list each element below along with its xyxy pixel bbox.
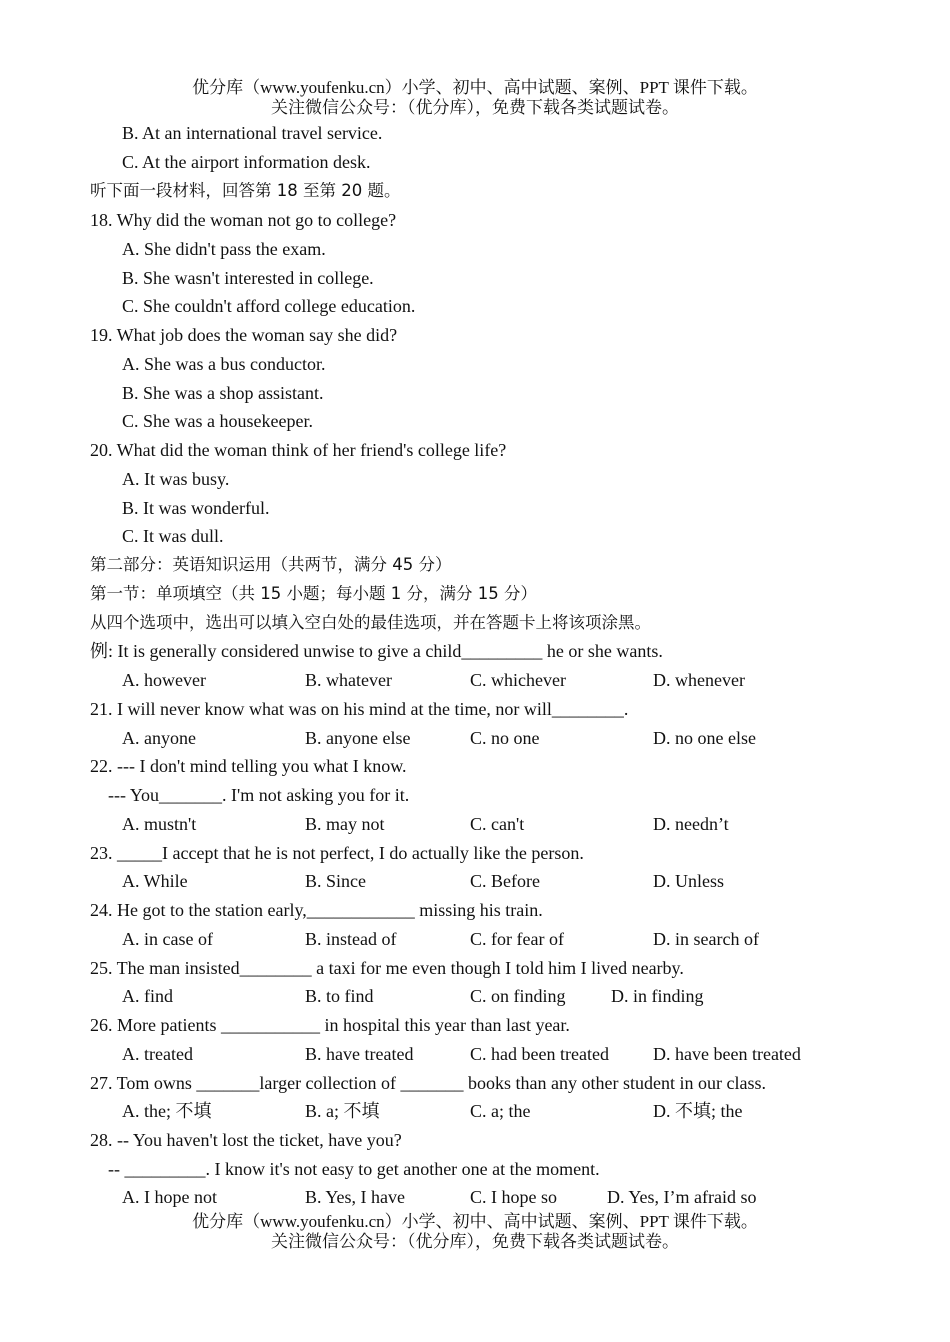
header-line-2: 关注微信公众号：（优分库），免费下载各类试题试卷。: [271, 98, 679, 117]
q24-option-a: A. in case of: [122, 929, 213, 949]
q22-option-a: A. mustn't: [122, 814, 197, 834]
q26-option-a: A. treated: [122, 1044, 193, 1064]
q27-option-d: D. 不填; the: [653, 1101, 743, 1121]
q22-option-b: B. may not: [305, 814, 385, 834]
question-27: 27. Tom owns _______larger collection of _______ books than any other student in our class.: [90, 1073, 766, 1093]
question-24: 24. He got to the station early,____________ missing his train.: [90, 900, 543, 920]
example-option-c: C. whichever: [470, 670, 566, 690]
q17-option-c: C. At the airport information desk.: [122, 152, 371, 172]
q18-option-a: A. She didn't pass the exam.: [122, 239, 326, 259]
question-28: 28. -- You haven't lost the ticket, have you?: [90, 1130, 402, 1150]
q20-option-b: B. It was wonderful.: [122, 498, 270, 518]
q23-option-a: A. While: [122, 871, 188, 891]
footer-line-1: 优分库（www.youfenku.cn）小学、初中、高中试题、案例、PPT 课件下载。: [192, 1212, 758, 1231]
q18-option-b: B. She wasn't interested in college.: [122, 268, 374, 288]
q19-option-b: B. She was a shop assistant.: [122, 383, 324, 403]
example-option-d: D. whenever: [653, 670, 745, 690]
q24-option-c: C. for fear of: [470, 929, 564, 949]
q19-option-c: C. She was a housekeeper.: [122, 411, 313, 431]
q28-option-a: A. I hope not: [122, 1187, 217, 1207]
q28-option-b: B. Yes, I have: [305, 1187, 406, 1207]
q26-option-d: D. have been treated: [653, 1044, 801, 1064]
q18-option-c: C. She couldn't afford college education.: [122, 296, 416, 316]
q27-option-a: A. the; 不填: [122, 1101, 212, 1121]
q26-option-c: C. had been treated: [470, 1044, 609, 1064]
example-option-a: A. however: [122, 670, 206, 690]
q21-option-d: D. no one else: [653, 728, 756, 748]
question-23: 23. _____I accept that he is not perfect, I do actually like the person.: [90, 843, 584, 863]
header-line-1: 优分库（www.youfenku.cn）小学、初中、高中试题、案例、PPT 课件下载。: [192, 78, 758, 97]
q24-option-d: D. in search of: [653, 929, 759, 949]
section1-instruction: 从四个选项中，选出可以填入空白处的最佳选项，并在答题卡上将该项涂黑。: [90, 613, 651, 632]
q20-option-c: C. It was dull.: [122, 526, 224, 546]
q21-option-a: A. anyone: [122, 728, 196, 748]
question-19: 19. What job does the woman say she did?: [90, 325, 398, 345]
question-25: 25. The man insisted________ a taxi for me even though I told him I lived nearby.: [90, 958, 684, 978]
q23-option-c: C. Before: [470, 871, 540, 891]
q28-option-d: D. Yes, I’m afraid so: [607, 1187, 757, 1207]
question-18: 18. Why did the woman not go to college?: [90, 210, 397, 230]
q24-option-b: B. instead of: [305, 929, 397, 949]
q25-option-d: D. in finding: [611, 986, 704, 1006]
q17-option-b: B. At an international travel service.: [122, 123, 383, 143]
q22-option-d: D. needn’t: [653, 814, 729, 834]
example-question: 例: It is generally considered unwise to give a child_________ he or she wants.: [90, 641, 663, 661]
q23-option-b: B. Since: [305, 871, 366, 891]
q23-option-d: D. Unless: [653, 871, 724, 891]
q19-option-a: A. She was a bus conductor.: [122, 354, 326, 374]
question-22-reply: --- You_______. I'm not asking you for it.: [108, 785, 410, 805]
q27-option-b: B. a; 不填: [305, 1101, 380, 1121]
question-21: 21. I will never know what was on his mind at the time, nor will________.: [90, 699, 629, 719]
q26-option-b: B. have treated: [305, 1044, 414, 1064]
example-option-b: B. whatever: [305, 670, 392, 690]
question-22: 22. --- I don't mind telling you what I know.: [90, 756, 407, 776]
q25-option-b: B. to find: [305, 986, 374, 1006]
footer-line-2: 关注微信公众号：（优分库），免费下载各类试题试卷。: [271, 1232, 679, 1251]
q27-option-c: C. a; the: [470, 1101, 531, 1121]
question-26: 26. More patients ___________ in hospital this year than last year.: [90, 1015, 570, 1035]
q21-option-b: B. anyone else: [305, 728, 411, 748]
q21-option-c: C. no one: [470, 728, 540, 748]
q28-option-c: C. I hope so: [470, 1187, 557, 1207]
question-20: 20. What did the woman think of her friend's college life?: [90, 440, 507, 460]
q20-option-a: A. It was busy.: [122, 469, 230, 489]
q25-option-a: A. find: [122, 986, 173, 1006]
listening-intro: 听下面一段材料，回答第 18 至第 20 题。: [90, 181, 401, 200]
section1-title: 第一节：单项填空（共 15 小题；每小题 1 分，满分 15 分）: [90, 584, 537, 603]
question-28-reply: -- _________. I know it's not easy to get another one at the moment.: [108, 1159, 600, 1179]
q25-option-c: C. on finding: [470, 986, 566, 1006]
q22-option-c: C. can't: [470, 814, 525, 834]
part2-title: 第二部分：英语知识运用（共两节，满分 45 分）: [90, 555, 452, 574]
